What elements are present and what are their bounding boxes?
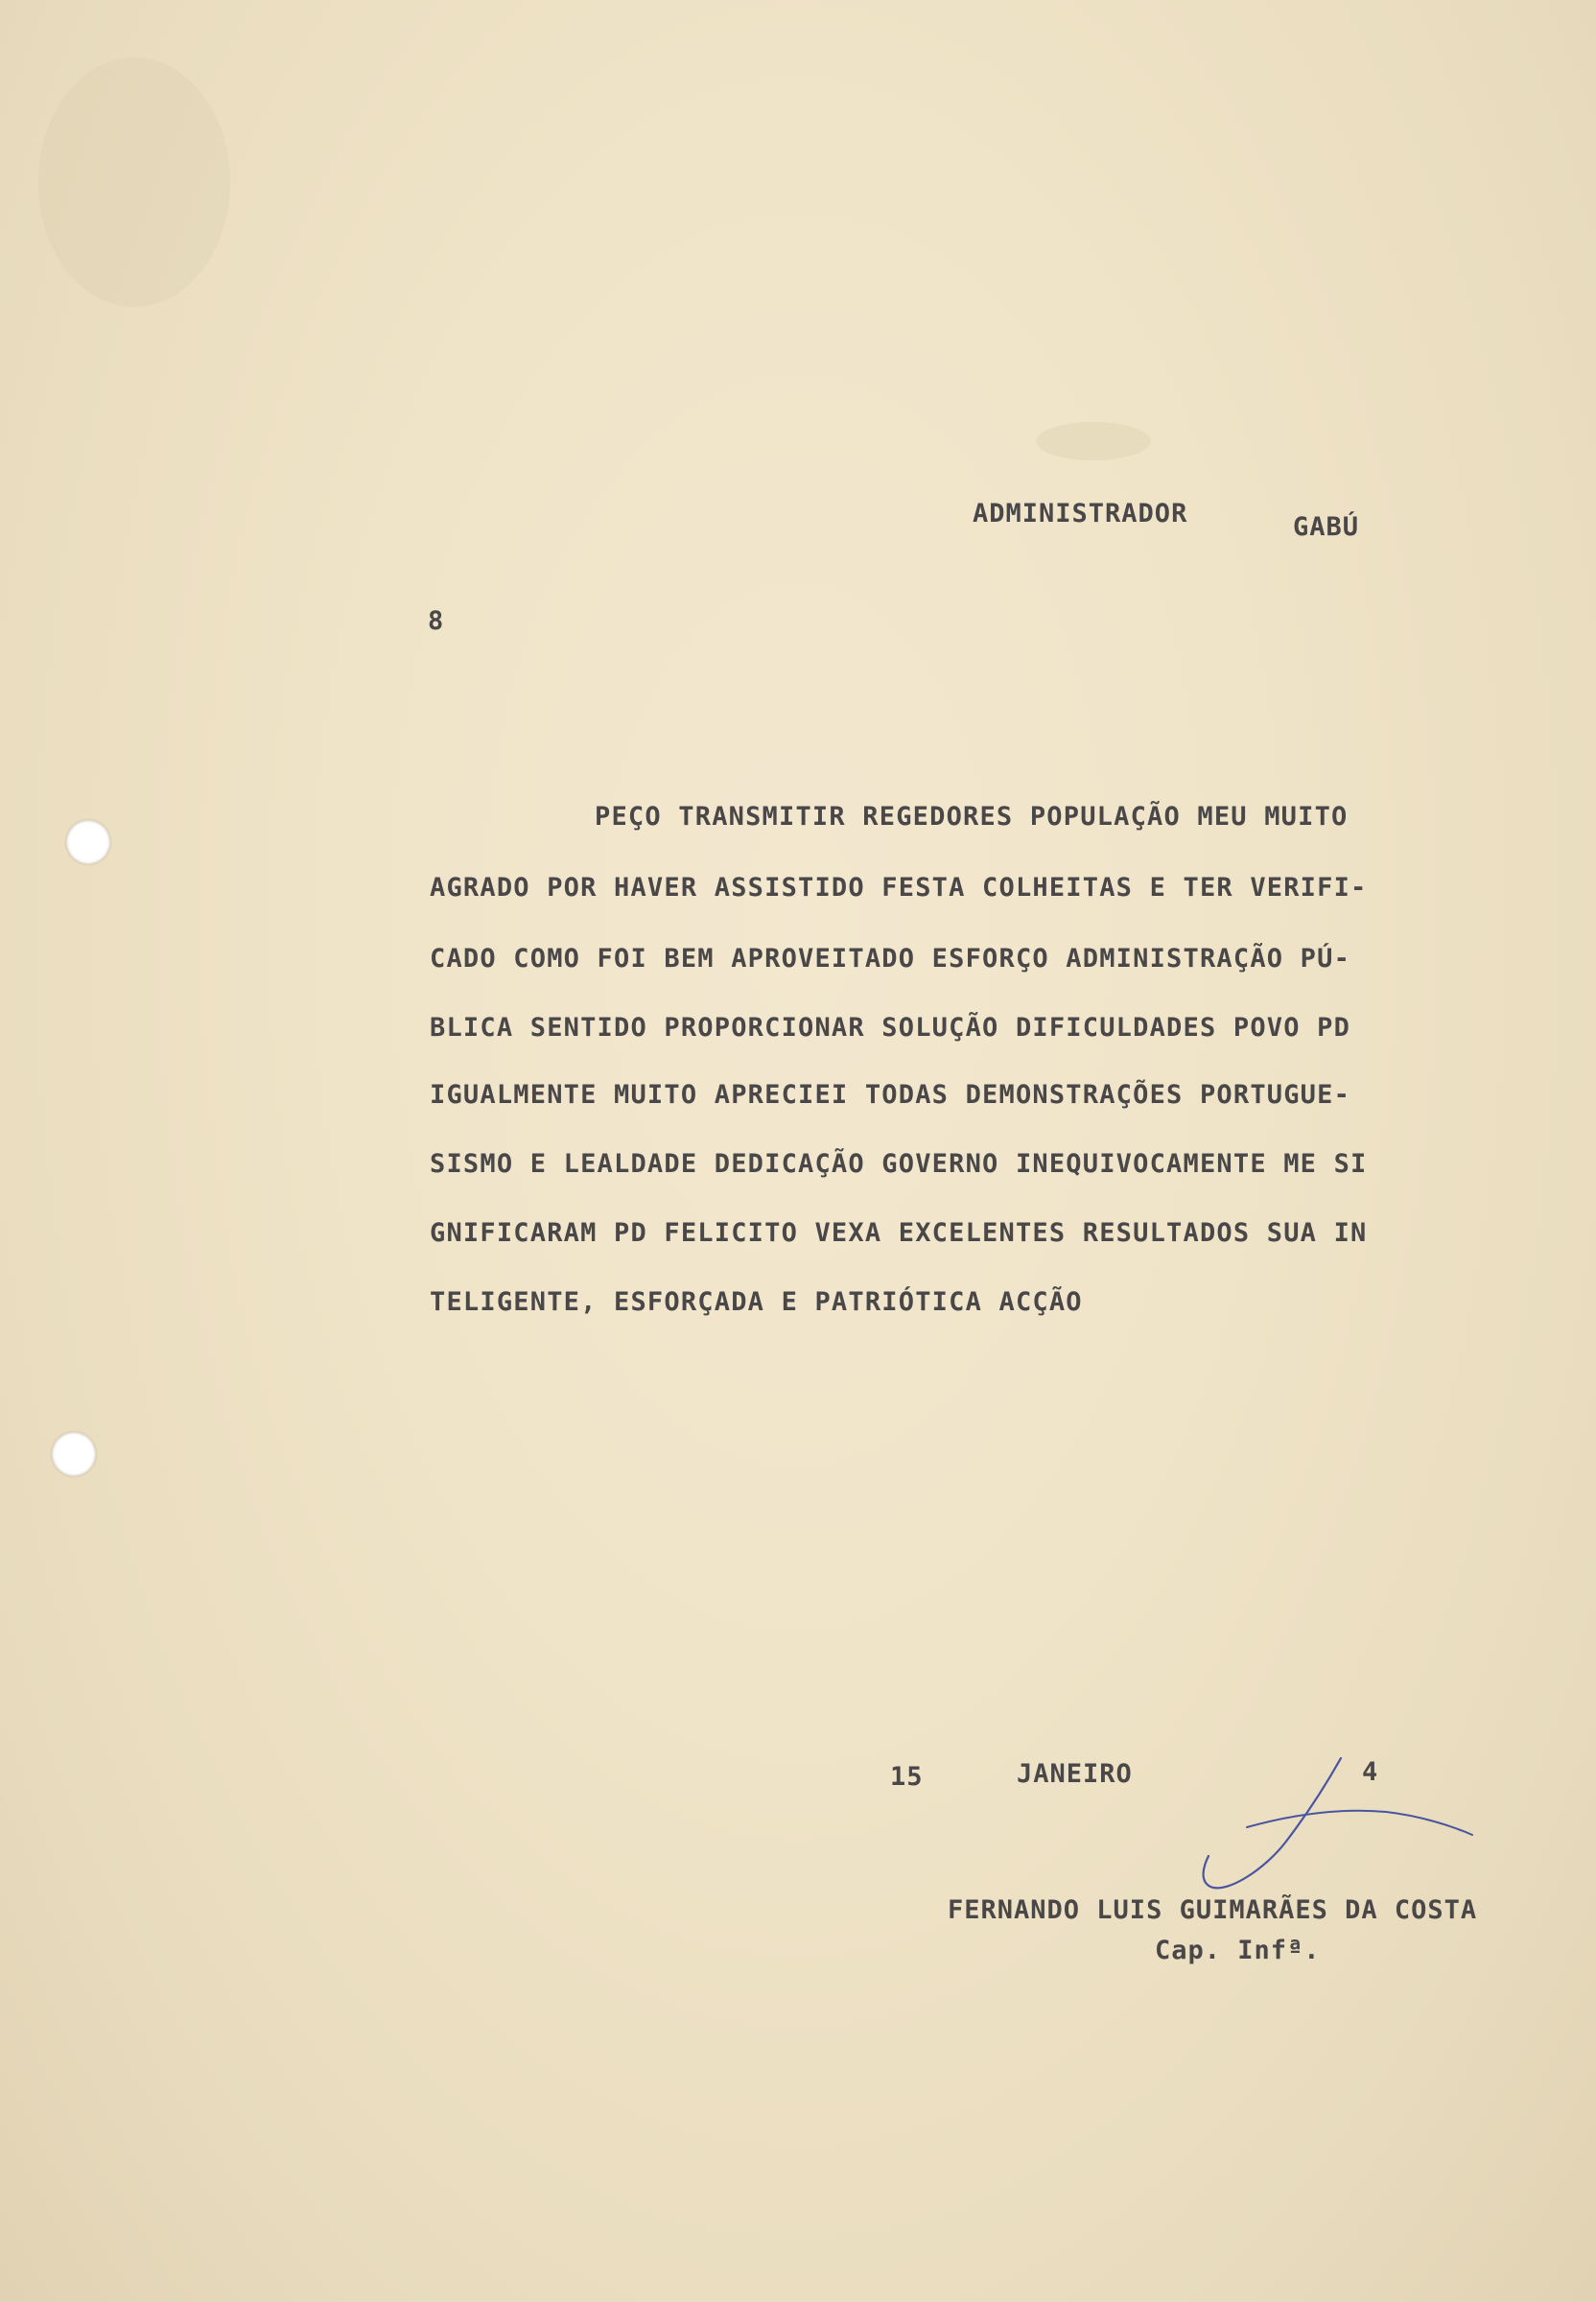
- message-line: TELIGENTE, ESFORÇADA E PATRIÓTICA ACÇÃO: [430, 1287, 1083, 1317]
- reference-number: 8: [428, 606, 445, 636]
- message-line: GNIFICARAM PD FELICITO VEXA EXCELENTES RESULTADOS SUA IN: [430, 1218, 1368, 1248]
- paper-stain: [1036, 422, 1151, 460]
- location-label: GABÚ: [1293, 512, 1360, 542]
- date-day: 15: [890, 1762, 924, 1792]
- handwritten-signature: [1189, 1750, 1477, 1904]
- punch-hole: [66, 820, 110, 864]
- punch-hole: [52, 1432, 96, 1476]
- message-line: SISMO E LEALDADE DEDICAÇÃO GOVERNO INEQUIVOCAMENTE ME SI: [430, 1149, 1368, 1179]
- recipient-label: ADMINISTRADOR: [973, 499, 1188, 529]
- paper-stain: [38, 58, 230, 307]
- message-line: IGUALMENTE MUITO APRECIEI TODAS DEMONSTRAÇÕES PORTUGUE-: [430, 1080, 1351, 1110]
- message-line: BLICA SENTIDO PROPORCIONAR SOLUÇÃO DIFICULDADES POVO PD: [430, 1013, 1351, 1043]
- date-year: 4: [1362, 1757, 1379, 1787]
- message-line: CADO COMO FOI BEM APROVEITADO ESFORÇO ADMINISTRAÇÃO PÚ-: [430, 944, 1351, 974]
- signatory-name: FERNANDO LUIS GUIMARÃES DA COSTA: [948, 1895, 1478, 1925]
- signatory-rank: Cap. Infª.: [1155, 1936, 1321, 1965]
- date-month: JANEIRO: [1017, 1759, 1133, 1789]
- message-line: PEÇO TRANSMITIR REGEDORES POPULAÇÃO MEU MUITO: [595, 802, 1349, 832]
- message-line: AGRADO POR HAVER ASSISTIDO FESTA COLHEITAS E TER VERIFI-: [430, 873, 1368, 903]
